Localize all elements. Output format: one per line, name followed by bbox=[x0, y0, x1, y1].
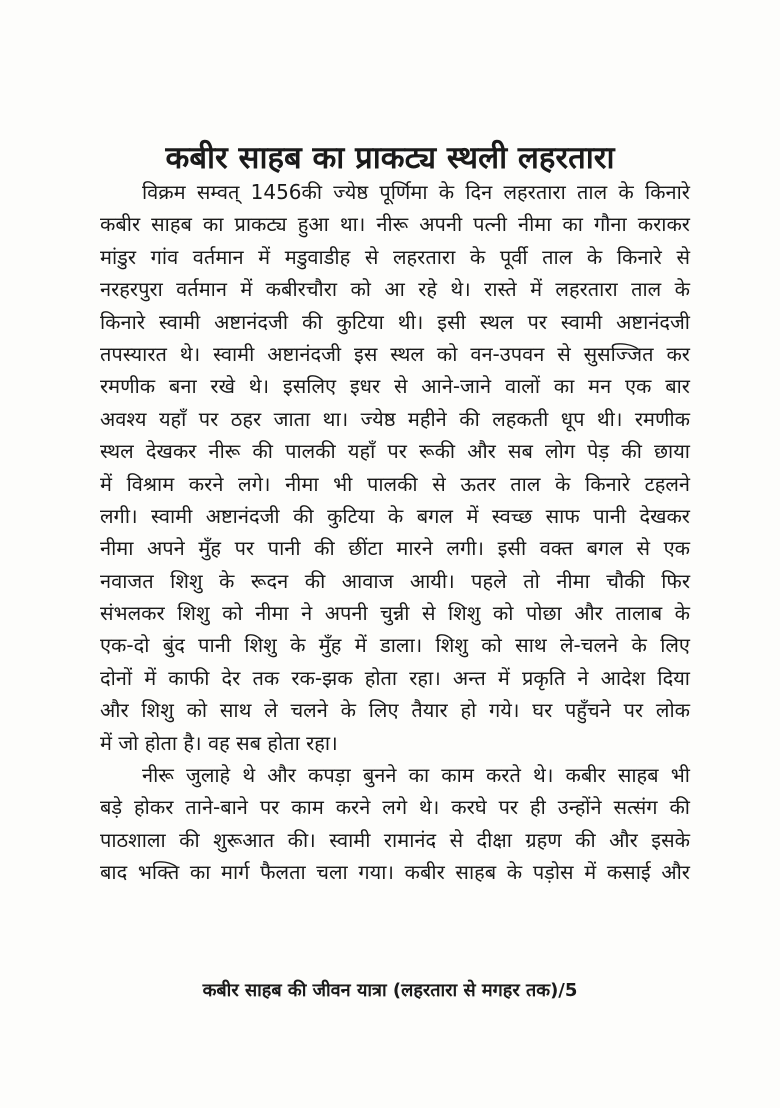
text-line: कबीर साहब का प्राकट्य हुआ था। नीरू अपनी पत्नी नीमा का गौना कराकर bbox=[100, 212, 690, 237]
text-line: रमणीक बना रखे थे। इसलिए इधर से आने-जाने वालों का मन एक बार bbox=[100, 374, 690, 399]
text-line: लगी। स्वामी अष्टानंदजी की कुटिया के बगल में स्वच्छ साफ पानी देखकर bbox=[100, 503, 690, 528]
text-line: नीरू जुलाहे थे और कपड़ा बुनने का काम करते थे। कबीर साहब भी bbox=[142, 763, 690, 788]
text-line: नरहरपुरा वर्तमान में कबीरचौरा को आ रहे थे। रास्ते में लहरतारा ताल के bbox=[100, 277, 690, 302]
text-line: संभलकर शिशु को नीमा ने अपनी चुन्नी से शिशु को पोछा और तालाब के bbox=[100, 601, 690, 626]
text-line: दोनों में काफी देर तक रक-झक होता रहा। अन्त में प्रकृति ने आदेश दिया bbox=[100, 665, 690, 690]
text-line: में जो होता है। वह सब होता रहा। bbox=[100, 730, 338, 755]
body-text bbox=[100, 176, 690, 889]
text-line: पाठशाला की शुरूआत की। स्वामी रामानंद से दीक्षा ग्रहण की और इसके bbox=[100, 827, 690, 852]
text-line: और शिशु को साथ ले चलने के लिए तैयार हो गये। घर पहुँचने पर लोक bbox=[100, 698, 690, 723]
page-footer: कबीर साहब की जीवन यात्रा (लहरतारा से मगहर तक)/5 bbox=[202, 980, 578, 1001]
text-line: विक्रम सम्वत् 1456की ज्येष्ठ पूर्णिमा के दिन लहरतारा ताल के किनारे bbox=[142, 180, 690, 204]
text-line: किनारे स्वामी अष्टानंदजी की कुटिया थी। इसी स्थल पर स्वामी अष्टानंदजी bbox=[100, 309, 690, 334]
text-line: में विश्राम करने लगे। नीमा भी पालकी से ऊतर ताल के किनारे टहलने bbox=[100, 471, 690, 496]
text-line: बड़े होकर ताने-बाने पर काम करने लगे थे। करघे पर ही उन्होंने सत्संग की bbox=[100, 795, 690, 820]
text-line: नवाजत शिशु के रूदन की आवाज आयी। पहले तो नीमा चौकी फिर bbox=[100, 568, 690, 593]
text-line: मांडुर गांव वर्तमान में मडुवाडीह से लहरतारा के पूर्वी ताल के किनारे से bbox=[100, 244, 690, 269]
text-line: नीमा अपने मुँह पर पानी की छींटा मारने लगी। इसी वक्त बगल से एक bbox=[100, 536, 690, 561]
text-line: स्थल देखकर नीरू की पालकी यहाँ पर रूकी और सब लोग पेड़ की छाया bbox=[100, 439, 690, 464]
text-line: तपस्यारत थे। स्वामी अष्टानंदजी इस स्थल को वन-उपवन से सुसज्जित कर bbox=[100, 341, 690, 366]
text-line: एक-दो बुंद पानी शिशु के मुँह में डाला। शिशु को साथ ले-चलने के लिए bbox=[100, 633, 690, 658]
text-line: बाद भक्ति का मार्ग फैलता चला गया। कबीर साहब के पड़ोस में कसाई और bbox=[100, 860, 690, 885]
page-title: कबीर साहब का प्राकट्य स्थली लहरतारा bbox=[165, 140, 615, 176]
text-line: अवश्य यहाँ पर ठहर जाता था। ज्येष्ठ महीने की लहकती धूप थी। रमणीक bbox=[100, 406, 690, 431]
